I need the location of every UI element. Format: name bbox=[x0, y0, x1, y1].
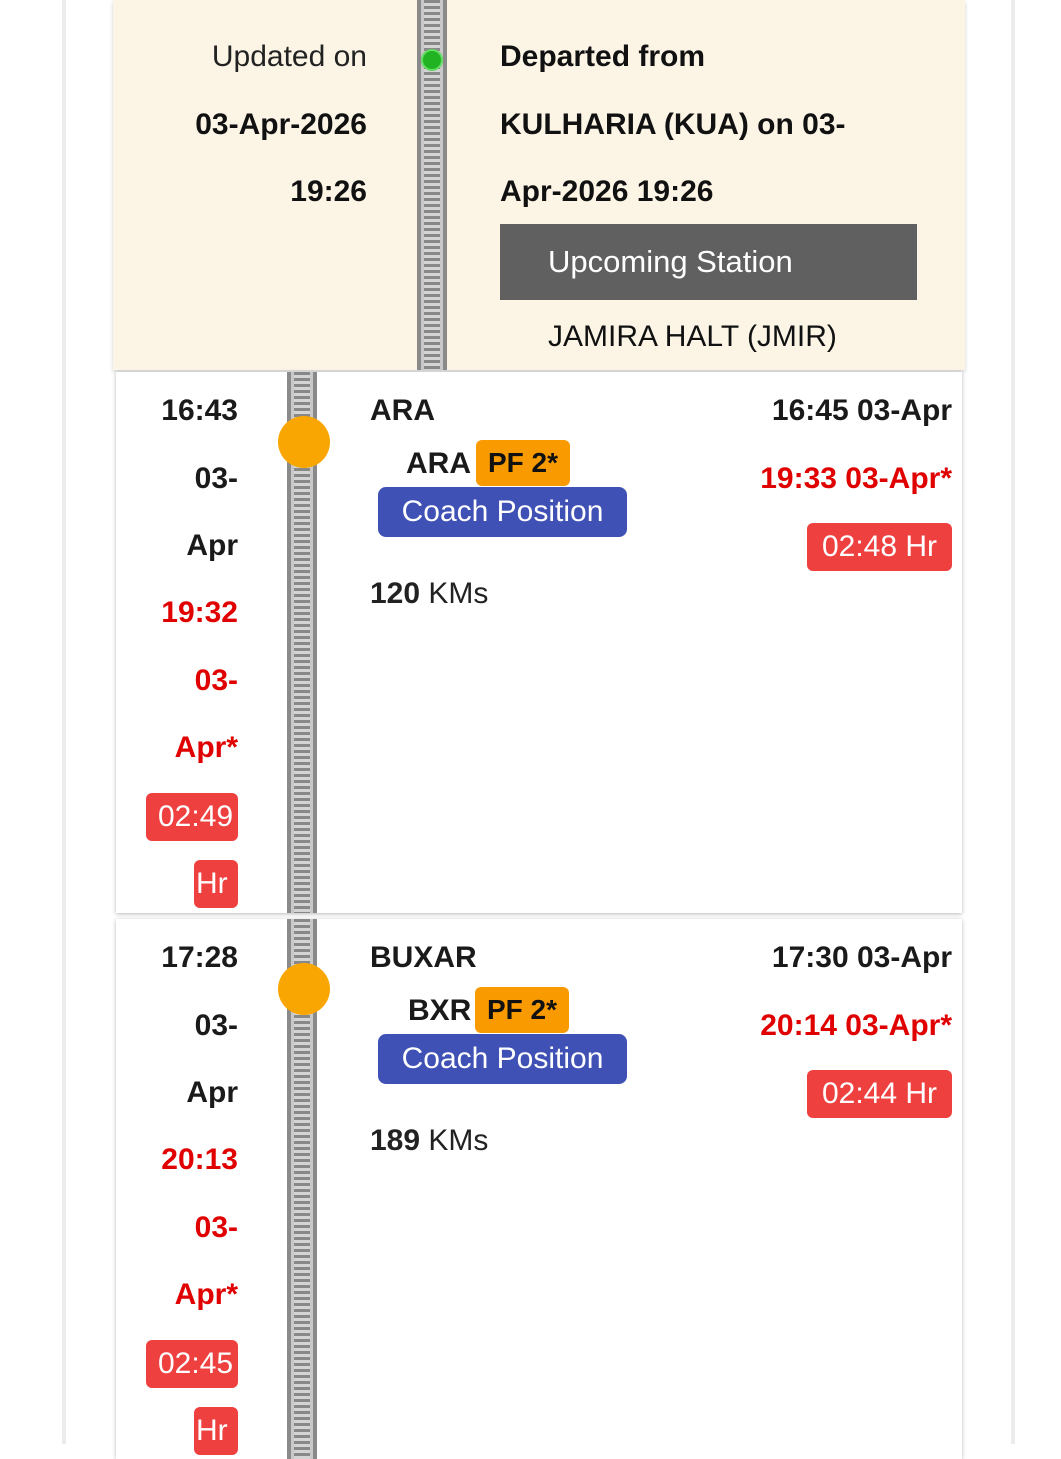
station-code: ARA bbox=[406, 447, 471, 480]
actual-arrival-month: Apr* bbox=[174, 731, 238, 764]
updated-label: Updated on bbox=[211, 40, 367, 73]
live-status-panel bbox=[113, 0, 965, 370]
departure-delay-badge: 02:48 Hr bbox=[807, 523, 952, 571]
sched-arrival-time: 17:28 bbox=[161, 941, 238, 974]
actual-arrival-time: 20:13 bbox=[161, 1143, 238, 1176]
sched-arrival-day: 03- bbox=[194, 1009, 238, 1042]
sched-departure: 17:30 03-Apr bbox=[771, 941, 952, 974]
platform-badge: PF 2* bbox=[476, 440, 570, 486]
sched-departure: 16:45 03-Apr bbox=[771, 394, 952, 427]
distance-kms bbox=[370, 577, 488, 611]
station-name: ARA bbox=[370, 394, 435, 427]
page-left-border bbox=[62, 0, 66, 1444]
departed-line-2: KULHARIA (KUA) on 03- bbox=[500, 108, 846, 141]
arrival-delay-unit: Hr bbox=[194, 1407, 238, 1455]
station-code: BXR bbox=[408, 994, 472, 1027]
actual-arrival-month: Apr* bbox=[174, 1278, 238, 1311]
distance-kms bbox=[370, 1124, 488, 1158]
departed-line-1: Departed from bbox=[500, 40, 706, 73]
actual-departure: 20:14 03-Apr* bbox=[760, 1009, 952, 1042]
station-dot-icon bbox=[278, 416, 330, 468]
distance-value: 189 bbox=[370, 1124, 421, 1157]
updated-time: 19:26 bbox=[290, 175, 367, 208]
current-position-icon bbox=[421, 49, 443, 71]
station-card-buxar bbox=[116, 919, 962, 1459]
distance-unit: KMs bbox=[428, 577, 489, 610]
arrival-delay-unit: Hr bbox=[194, 860, 238, 908]
arrival-delay-badge: 02:49 bbox=[146, 793, 238, 841]
distance-value: 120 bbox=[370, 577, 421, 610]
coach-position-button[interactable]: Coach Position bbox=[378, 487, 627, 537]
sched-arrival-month: Apr bbox=[186, 1076, 238, 1109]
sched-arrival-time: 16:43 bbox=[161, 394, 238, 427]
page-right-border bbox=[1011, 0, 1015, 1444]
departed-line-3: Apr-2026 19:26 bbox=[500, 175, 714, 208]
upcoming-station-button[interactable]: Upcoming Station bbox=[500, 224, 917, 300]
upcoming-station-name: JAMIRA HALT (JMIR) bbox=[548, 320, 837, 353]
station-name: BUXAR bbox=[370, 941, 477, 974]
arrival-delay-badge: 02:45 bbox=[146, 1340, 238, 1388]
distance-unit: KMs bbox=[428, 1124, 489, 1157]
updated-date: 03-Apr-2026 bbox=[195, 108, 367, 141]
station-card-ara bbox=[116, 372, 962, 913]
sched-arrival-month: Apr bbox=[186, 529, 238, 562]
actual-departure: 19:33 03-Apr* bbox=[760, 462, 952, 495]
actual-arrival-day: 03- bbox=[194, 1211, 238, 1244]
sched-arrival-day: 03- bbox=[194, 462, 238, 495]
actual-arrival-day: 03- bbox=[194, 664, 238, 697]
platform-badge: PF 2* bbox=[475, 987, 569, 1033]
coach-position-button[interactable]: Coach Position bbox=[378, 1034, 627, 1084]
departure-delay-badge: 02:44 Hr bbox=[807, 1070, 952, 1118]
station-dot-icon bbox=[278, 963, 330, 1015]
actual-arrival-time: 19:32 bbox=[161, 596, 238, 629]
